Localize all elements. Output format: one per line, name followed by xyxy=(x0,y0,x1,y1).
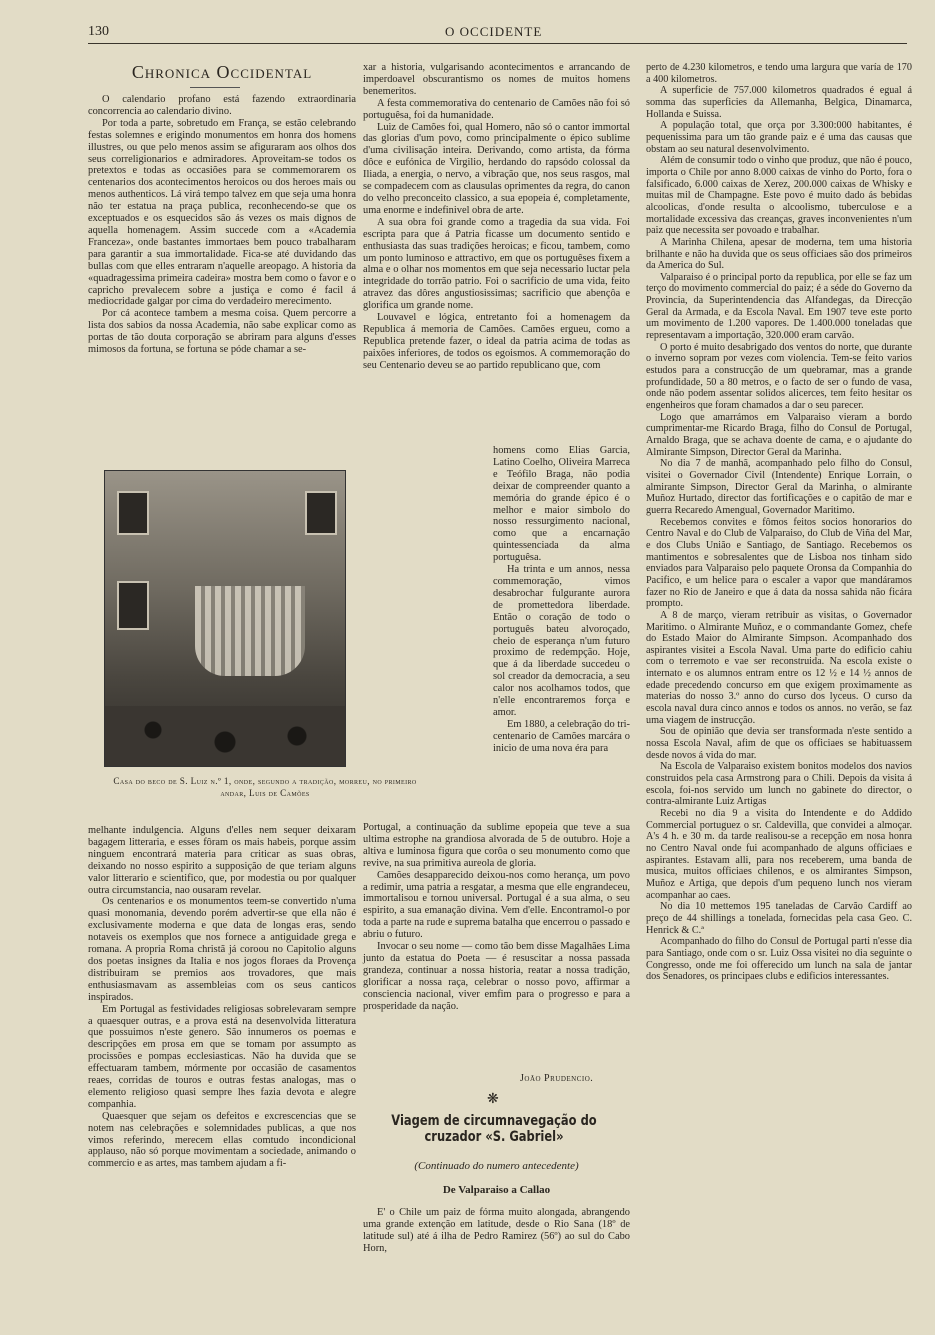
paragraph: Por toda a parte, sobretudo em França, se estão celebrando festas solemnes e erigindo monumentos em honra dos homens illustres, ou que pelo menos assim se afiguraram aos olhos dos seus correligionarios e admiradores. Aproveitam-se todos os pretextos e todas as occasiões para se commemorarem os centenarios dos acontecimentos heroicos ou dos heroes mais ou menos authenticos. Lá virá tempo talvez em que seja uma honra não ter estatua na praça publica, reconhecendo-se que os exceptuados e os esquecidos são ás vezes os mais dignos de aquella homenagem. Assim succede com a «Academia Franceza», onde bastantes immortaes bem pouco trabalharam para garantir a sua immortalidade. Fica-se até duvidando das bullas com que elles entraram n'aquelle areopago. A historia da «quadragessima primeira cadeira» mostra bem como o favor e o capricho prevalecem sobre a justiça e como é facil á mediocridade galgar por cima do verdadeiro merecimento. xyxy=(88,117,356,308)
chronica-title: Chronica Occidental xyxy=(131,62,313,82)
paragraph: O calendario profano está fazendo extraordinaria concorrencia ao calendario divino. xyxy=(88,94,356,117)
voyage-column-2 xyxy=(363,1207,630,1255)
chronica-column-2-wrap xyxy=(493,445,630,755)
paragraph: Camões desapparecido deixou-nos como herança, um povo a redimir, uma patria a resgatar, a mesma que elle engrandeceu, immortalisou e tornou universal. Portugal é a sua alma, o seu espirito, a sua emanação divina. Vem d'elle. Encontramol-o por toda a parte na rude e suprema batalha que encerrou o passado e abriu o futuro. xyxy=(363,869,630,941)
paragraph: A festa commemorativa do centenario de Camões não foi só portuguêsa, foi da humanidade. xyxy=(363,97,630,121)
paragraph: Ha trinta e um annos, nessa commemoração, vimos desabrochar fulgurante aurora de promettedora liberdade. Então o coração de todo o português bateu alvoroçado, cheio de esperança n'um futuro proximo de redempção. Hoje, que á da liberdade succedeu o sol creador da democracia, a seu calor nos acolhamos todos, que n'elle encontraremos força e amor. xyxy=(493,564,630,718)
paragraph: Quaesquer que sejam os defeitos e excrescencias que se notem nas celebrações e solemnidades publicas, a que nos vimos referindo, merecem ellas comtudo incondicional applauso, não só porque movimentam a sociedade, animando o commercio e as artes, mas tambem ajudam a fi- xyxy=(88,1110,356,1170)
paragraph: Acompanhado do filho do Consul de Portugal parti n'esse dia para Santiago, onde com o sr. Luiz Ossa visitei no dia seguinte o Congresso, onde me foi offerecido um lunch na sala de jantar dos Senadores, os principaes clubs e edificios interessantes. xyxy=(646,936,912,983)
paragraph: Valparaiso é o principal porto da republica, por elle se faz um terço do movimento commercial do paiz; é a séde do Governo da Provincia, da Superintendencia das Alfandegas, da Direcção Geral da Armada, e da Escola Naval. Em 1907 teve este porto um movimento de 1.200 vapores. De 1.400.000 toneladas que representavam a importação, 320.000 eram carvão. xyxy=(646,271,912,342)
chronica-column-1-bottom xyxy=(88,825,356,1170)
paragraph: Invocar o seu nome — como tão bem disse Magalhães Lima junto da estatua do Poeta — é resuscitar a nossa passada grandeza, continuar a nossa historia, reatar a nossa tradição, glorificar a nossa raça, celebrar o nosso povo, affirmar a consciencia nacional, viver emfim para o progresso e para a prosperidade da nação. xyxy=(363,941,630,1012)
photo-caption: Casa do beco de S. Luiz n.º 1, onde, segundo a tradição, morreu, no primeiro andar, Luis de Camões xyxy=(113,776,417,798)
paragraph: Portugal, a continuação da sublime epopeia que teve a sua ultima estrophe na grandiosa alvorada de 5 de outubro. Hoje a altiva e luminosa figura que corôa o seu monumento como que revive, na sua primitiva aureola de gloria. xyxy=(363,822,630,869)
journal-title: O OCCIDENTE xyxy=(445,24,543,39)
paragraph: No dia 10 mettemos 195 taneladas de Carvão Cardiff ao preço de 44 shillings a tonelada, fornecidas pela casa Geo. C. Henrick & C.ª xyxy=(646,901,912,936)
paragraph: O porto é muito desabrigado dos ventos do norte, que durante o inverno sopram por vezes com violencia. Tem-se feito varios estudos para a construcção de um quebramar, mas a grande profundidade, 50 a 80 metros, e o facto de ser o fundo de vasa, onde não podem assentar solidos alicerces, tem feito hesitar os engenheiros que foram chamados a dar o seu parecer. xyxy=(646,341,912,412)
paragraph: perto de 4.230 kilometros, e tendo uma largura que varía de 170 a 400 kilometros. xyxy=(646,62,912,85)
paragraph: Na Escola de Valparaiso existem bonitos modelos dos navios construidos pela casa Armstrong para o Chili. Depois da visita á escola, foi-nos servido um lunch no gabinete do director, o contra-almirante Luiz Artigas xyxy=(646,761,912,808)
window xyxy=(305,491,337,535)
paragraph: A sua obra foi grande como a tragedia da sua vida. Foi escripta para que á Patria ficasse um documento sentido e enthusiasta das suas tradições heroicas; e ficou, tambem, como um ponto luminoso e attractivo, em que os portuguêses fixem a alma e o olhar nos momentos em que seja necessario luctar pela integridade do torrão patrio. Foi o sacrificio de uma vida, feito atravez das dôres angustiosissimas; sacrificio que abençôa e glorifica um grande nome. xyxy=(363,216,630,312)
camoes-house-photo xyxy=(104,470,346,767)
continued-note: (Continuado do numero antecedente) xyxy=(414,1160,579,1172)
chronica-column-1-top xyxy=(88,94,356,356)
title-divider xyxy=(190,87,240,88)
paragraph: A população total, que orça por 3.300:000 habitantes, é pequenissima para um tão grande paiz e é uma das causas que obstam ao seu natural desenvolvimento. xyxy=(646,120,912,155)
voyage-title: Viagem de circumnavegação do cruzador «S. Gabriel» xyxy=(391,1113,597,1145)
paragraph: Por cá acontece tambem a mesma coisa. Quem percorre a lista dos sabios da nossa Academia, não sabe explicar como as portas de tão douta corporação se abriram para alguns d'esses mimosos da fortuna, se fortuna se póde chamar a se- xyxy=(88,308,356,356)
chronica-column-2-top xyxy=(363,62,630,372)
signature: João Prudencio. xyxy=(520,1073,594,1084)
paragraph: Em Portugal as festividades religiosas sobrelevaram sempre a quaesquer outras, e a prova está na desenvolvida litteratura que possuimos n'este genero. São innumeros os poemas e descripções em prosa em que se tomam por assumpto as procissões e pompas ecclesiasticas. Não ha duvida que se effectuaram tambem, mórmente por occasião de casamentos reaes, corridas de touros e outras festas analogas, mas o elemento religioso quasi sempre lhes fazia devota e alegre companhia. xyxy=(88,1003,356,1110)
paragraph: A Marinha Chilena, apesar de moderna, tem uma historia brilhante e não ha duvida que os seus officiaes são dos primeiros da America do Sul. xyxy=(646,236,912,272)
paragraph: Logo que amarrámos em Valparaiso vieram a bordo cumprimentar-me Ricardo Braga, filho do Consul de Portugal, Arnaldo Braga, que se achava doente de cama, e o ajudante do Almirante Simpson, Director Geral da Marinha. xyxy=(646,411,912,458)
crowd xyxy=(105,706,345,766)
paragraph: Louvavel e lógica, entretanto foi a homenagem da Republica á memoria de Camões. Camões ergueu, como a Republica pretende fazer, o ideal da patria acima de todas as paixões inferiores, de todos os egoismos. A commemoração do seu Centenario deveu se ao partido republicano que, com xyxy=(363,312,630,371)
decorated-balcony xyxy=(195,586,305,676)
paragraph: Em 1880, a celebração do tri-centenario de Camões marcára o inicio de uma nova éra para xyxy=(493,718,630,754)
voyage-column-3 xyxy=(646,62,912,983)
paragraph: A superficie de 757.000 kilometros quadrados é egual á somma das superficies da Allemanha, Belgica, Dinamarca, Hollanda e Suissa. xyxy=(646,85,912,120)
paragraph: Sou de opinião que devia ser transformada n'este sentido a nossa Escola Naval, afim de que os officiaes se habituassem desde novos á vida do mar. xyxy=(646,726,912,761)
paragraph: Recebi no dia 9 a visita do Intendente e do Addido Commercial portuguez o sr. Caldevilla, que convidei a almoçar. A's 4 h. e 30 m. da tarde realisou-se a recepção em nosa honra no Centro Naval onde fui acompanhado de alguns officiaes e aspirantes. Estavam alli, para nos receberem, uma banda de musica, muitos officiaes chilenos, e os almirantes Simpson, Muñoz e Artiga, que depois d'um pequeno lunch nos vieram acompanhar ao caes. xyxy=(646,808,912,901)
paragraph: No dia 7 de manhã, acompanhado pelo filho do Consul, visitei o Governador Civil (Intendente) Enrique Lorrain, o almirante Simpson, Director Geral da Marinha, o almirante Muñoz Hurtado, director das fortificações e o capitão de mar e guerra Recaredo Amengual, Governador Maritimo. xyxy=(646,458,912,516)
page-number: 130 xyxy=(88,24,109,39)
window xyxy=(117,491,149,535)
chronica-column-2-bottom xyxy=(363,822,630,1013)
voyage-subtitle: De Valparaiso a Callao xyxy=(442,1184,551,1196)
paragraph: A 8 de março, vieram retribuir as visitas, o Governador Maritimo. o Almirante Muñoz, e o commandante Gomez, chefe do Estado Maior do Almirante Simpson. Acompanhado dos aspirantes visitei a Escola Naval. Uma parte do edificio cahiu com o terremoto e vae ser reconstruida. Na escola existe o internato e os alumnos entram entre os 12 ½ e 14 ½ annos de edade precedendo concurso em que exigem proximamente as materias do nosso 3.º anno do curso dos lyceus. O curso da escola naval dura cinco annos e todos os annos. no verão, se faz uma viagem de instrucção. xyxy=(646,609,912,726)
paragraph: E' o Chile um paiz de fórma muito alongada, abrangendo uma grande extenção em latitude, desde o Rio Sana (18º de latitude sul) até á ilha de Pedro Ramirez (56º) ao sul do Cabo Horn, xyxy=(363,1207,630,1254)
ornament-icon: ❋ xyxy=(487,1092,499,1107)
paragraph: Luiz de Camões foi, qual Homero, não só o cantor immortal das glorias d'um povo, como principalmente o épico sublime d'uma civilisação inteira. Derivando, como artista, da fórma dôce e eufónica de Virgilio, herdando do rapsódo colossal da Iliada, a energia, o nervo, a vibração que, nos seus rasgos, mal se compadecem com as clausulas oprimentes da regra, do canon do velho preconceito classico, a sua epopeia é, completamente, uma enorme e indefinivel obra de arte. xyxy=(363,121,630,216)
paragraph: xar a historia, vulgarisando acontecimentos e arrancando de imperdoavel obscurantismo os nomes de muitos homens benemeritos. xyxy=(363,62,630,97)
window xyxy=(117,581,149,630)
paragraph: melhante indulgencia. Alguns d'elles nem sequer deixaram bagagem litteraria, e esses fôram os mais habeis, porque assim ninguem encontrará materia para criticar as suas obras, deixando no nosso espirito a supposição de que teriam alguns valor litterario e scientifico, que, por modestia ou por qualquer outra circumstancia, nao ousaram revelar. xyxy=(88,825,356,896)
paragraph: Além de consumir todo o vinho que produz, que não é pouco, importa o Chile por anno 8.000 caixas de vinho do Porto, fora o falsificado, 6.000 caixas de Xerez, 200.000 caixas de Whisky e muitas mil de Champagne. Este povo é muito dado ás bebidas alcoolicas, d'onde resulta o alcoolismo, tuberculose e a mortalidade excessiva das creanças, graves inconvenientes n'um paiz que necessita ser povoado e trabalhar. xyxy=(646,155,912,237)
paragraph: Recebemos convites e fômos feitos socios honorarios do Centro Naval e do Club de Valparaiso, do Club de Viña del Mar, e dos Clubs União e Santiago, de Santiago. Recebemos os mantimentos e sobresalentes que de Lisboa nos tinham sido enviados para Valparaiso pelo paquete Oronsa da Companhia do Pacifico, e um helice para o escaler a vapor que mandáramos fazer no Rio de Janeiro e que á data da nossa sahida não ficára prompto. xyxy=(646,516,912,610)
paragraph: Os centenarios e os monumentos teem-se convertido n'uma quasi monomania, devendo porém advertir-se que ella não é exclusivamente moderna e que data de longas eras, sendo notaveis os exemplos que nos fornece a antiguidade grega e romana. A propria Roma christã já coroou no Capitolio alguns dos poetas insignes da Italia e nos jogos floraes da Provença distribuiram se premios aos trovadores, que mais enthusiasmavam as assembleias com os seus canticos inspirados. xyxy=(88,896,356,1003)
header-rule xyxy=(88,43,907,44)
paragraph: homens como Elias Garcia, Latino Coelho, Oliveira Marreca e Teófilo Braga, não podia deixar de compreender quanto a memória do grande épico é o melhor e maior simbolo do nosso ressurgimento nacional, como que a encarnação quintessenciada da alma portuguêsa. xyxy=(493,445,630,564)
